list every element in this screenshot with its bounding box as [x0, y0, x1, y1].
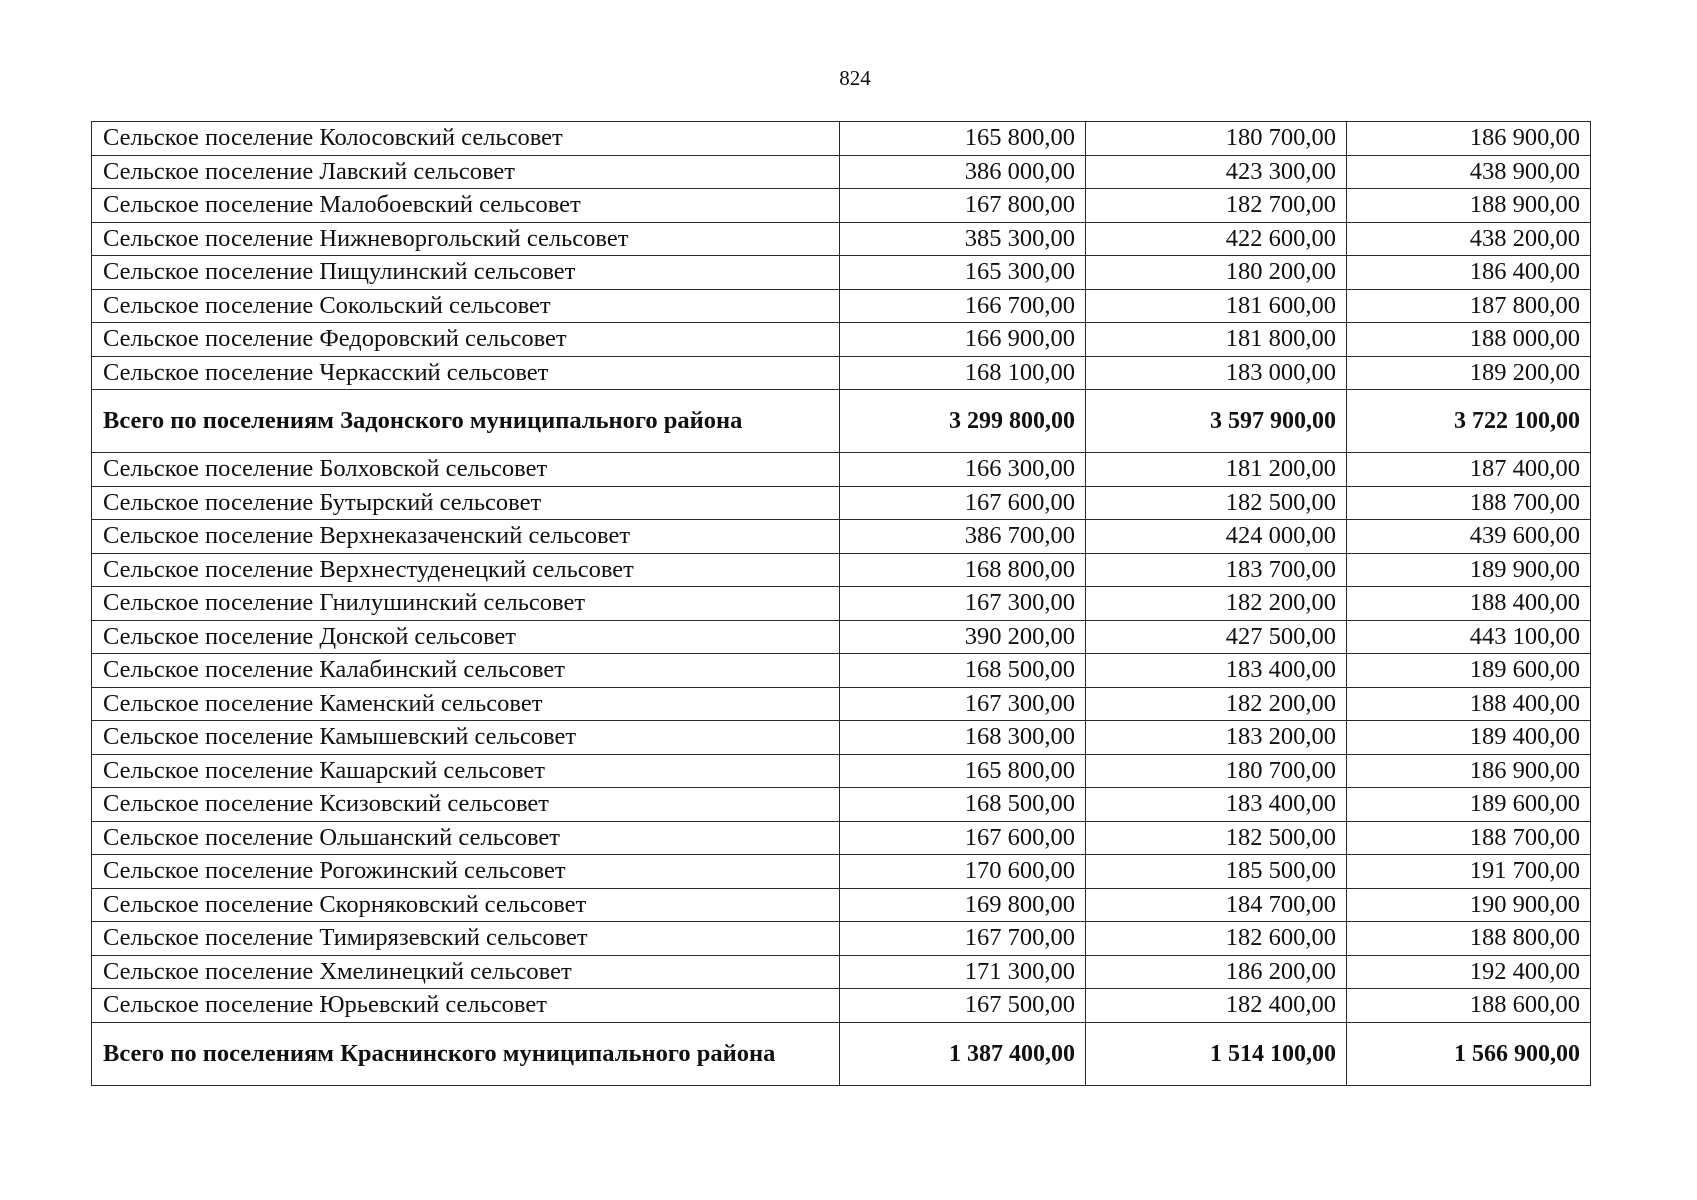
table-row — [92, 520, 1591, 554]
amount-col3-cell: 186 400,00 — [1347, 256, 1591, 290]
amount-col2-cell: 182 600,00 — [1086, 922, 1347, 956]
amount-col1-cell: 3 299 800,00 — [840, 390, 1086, 453]
amount-col3-cell: 439 600,00 — [1347, 520, 1591, 554]
table-row — [92, 888, 1591, 922]
table-row — [92, 553, 1591, 587]
settlement-name-cell: Сельское поселение Рогожинский сельсовет — [92, 855, 840, 889]
amount-col3-cell: 189 600,00 — [1347, 654, 1591, 688]
amount-col1-cell: 168 800,00 — [840, 553, 1086, 587]
table-row — [92, 989, 1591, 1023]
settlement-name-cell: Сельское поселение Верхнеказаченский сельсовет — [92, 520, 840, 554]
amount-col1-cell: 165 800,00 — [840, 122, 1086, 156]
settlement-name-cell: Сельское поселение Ольшанский сельсовет — [92, 821, 840, 855]
amount-col1-cell: 1 387 400,00 — [840, 1022, 1086, 1085]
table-row — [92, 654, 1591, 688]
table-row — [92, 788, 1591, 822]
amount-col3-cell: 187 400,00 — [1347, 453, 1591, 487]
settlement-name-cell: Сельское поселение Федоровский сельсовет — [92, 323, 840, 357]
budget-table — [91, 121, 1591, 1086]
amount-col1-cell: 386 700,00 — [840, 520, 1086, 554]
settlement-name-cell: Сельское поселение Лавский сельсовет — [92, 155, 840, 189]
amount-col2-cell: 182 200,00 — [1086, 687, 1347, 721]
amount-col1-cell: 167 600,00 — [840, 486, 1086, 520]
settlement-name-cell: Сельское поселение Хмелинецкий сельсовет — [92, 955, 840, 989]
settlement-name-cell: Сельское поселение Донской сельсовет — [92, 620, 840, 654]
amount-col1-cell: 167 700,00 — [840, 922, 1086, 956]
table-row — [92, 620, 1591, 654]
amount-col3-cell: 443 100,00 — [1347, 620, 1591, 654]
total-row — [92, 390, 1591, 453]
settlement-name-cell: Сельское поселение Ксизовский сельсовет — [92, 788, 840, 822]
amount-col2-cell: 181 800,00 — [1086, 323, 1347, 357]
amount-col2-cell: 184 700,00 — [1086, 888, 1347, 922]
amount-col2-cell: 183 200,00 — [1086, 721, 1347, 755]
settlement-name-cell: Сельское поселение Скорняковский сельсовет — [92, 888, 840, 922]
amount-col2-cell: 183 000,00 — [1086, 356, 1347, 390]
amount-col3-cell: 1 566 900,00 — [1347, 1022, 1591, 1085]
settlement-name-cell: Сельское поселение Каменский сельсовет — [92, 687, 840, 721]
amount-col2-cell: 3 597 900,00 — [1086, 390, 1347, 453]
amount-col2-cell: 1 514 100,00 — [1086, 1022, 1347, 1085]
amount-col2-cell: 182 500,00 — [1086, 821, 1347, 855]
table-row — [92, 356, 1591, 390]
settlement-name-cell: Сельское поселение Кашарский сельсовет — [92, 754, 840, 788]
amount-col2-cell: 182 700,00 — [1086, 189, 1347, 223]
settlement-name-cell: Сельское поселение Нижневоргольский сельсовет — [92, 222, 840, 256]
amount-col3-cell: 189 900,00 — [1347, 553, 1591, 587]
amount-col3-cell: 189 600,00 — [1347, 788, 1591, 822]
amount-col2-cell: 183 400,00 — [1086, 654, 1347, 688]
amount-col1-cell: 165 800,00 — [840, 754, 1086, 788]
table-row — [92, 821, 1591, 855]
amount-col1-cell: 166 900,00 — [840, 323, 1086, 357]
settlement-name-cell: Сельское поселение Верхнестуденецкий сельсовет — [92, 553, 840, 587]
settlement-name-cell: Сельское поселение Сокольский сельсовет — [92, 289, 840, 323]
settlement-name-cell: Сельское поселение Черкасский сельсовет — [92, 356, 840, 390]
amount-col1-cell: 386 000,00 — [840, 155, 1086, 189]
amount-col3-cell: 3 722 100,00 — [1347, 390, 1591, 453]
amount-col1-cell: 165 300,00 — [840, 256, 1086, 290]
amount-col2-cell: 180 700,00 — [1086, 122, 1347, 156]
table-row — [92, 486, 1591, 520]
table-row — [92, 587, 1591, 621]
amount-col1-cell: 167 300,00 — [840, 687, 1086, 721]
table-row — [92, 289, 1591, 323]
amount-col2-cell: 427 500,00 — [1086, 620, 1347, 654]
settlement-name-cell: Сельское поселение Юрьевский сельсовет — [92, 989, 840, 1023]
amount-col3-cell: 192 400,00 — [1347, 955, 1591, 989]
amount-col3-cell: 188 800,00 — [1347, 922, 1591, 956]
amount-col3-cell: 187 800,00 — [1347, 289, 1591, 323]
amount-col1-cell: 169 800,00 — [840, 888, 1086, 922]
total-row — [92, 1022, 1591, 1085]
amount-col3-cell: 188 700,00 — [1347, 486, 1591, 520]
amount-col1-cell: 168 300,00 — [840, 721, 1086, 755]
table-row — [92, 754, 1591, 788]
amount-col2-cell: 186 200,00 — [1086, 955, 1347, 989]
amount-col3-cell: 186 900,00 — [1347, 754, 1591, 788]
amount-col3-cell: 188 400,00 — [1347, 587, 1591, 621]
table-row — [92, 222, 1591, 256]
amount-col3-cell: 438 200,00 — [1347, 222, 1591, 256]
amount-col2-cell: 423 300,00 — [1086, 155, 1347, 189]
table-row — [92, 155, 1591, 189]
amount-col3-cell: 188 900,00 — [1347, 189, 1591, 223]
table-row — [92, 687, 1591, 721]
amount-col1-cell: 168 500,00 — [840, 788, 1086, 822]
amount-col2-cell: 181 200,00 — [1086, 453, 1347, 487]
amount-col2-cell: 183 400,00 — [1086, 788, 1347, 822]
amount-col1-cell: 167 300,00 — [840, 587, 1086, 621]
table-row — [92, 855, 1591, 889]
settlement-name-cell: Сельское поселение Тимирязевский сельсовет — [92, 922, 840, 956]
settlement-name-cell: Сельское поселение Калабинский сельсовет — [92, 654, 840, 688]
table-row — [92, 955, 1591, 989]
amount-col2-cell: 182 200,00 — [1086, 587, 1347, 621]
amount-col1-cell: 168 100,00 — [840, 356, 1086, 390]
amount-col1-cell: 390 200,00 — [840, 620, 1086, 654]
amount-col3-cell: 189 400,00 — [1347, 721, 1591, 755]
table-row — [92, 922, 1591, 956]
table-row — [92, 122, 1591, 156]
amount-col3-cell: 188 400,00 — [1347, 687, 1591, 721]
amount-col3-cell: 190 900,00 — [1347, 888, 1591, 922]
amount-col1-cell: 168 500,00 — [840, 654, 1086, 688]
table-row — [92, 323, 1591, 357]
amount-col3-cell: 188 000,00 — [1347, 323, 1591, 357]
amount-col2-cell: 422 600,00 — [1086, 222, 1347, 256]
amount-col2-cell: 180 700,00 — [1086, 754, 1347, 788]
table-row — [92, 453, 1591, 487]
settlement-name-cell: Сельское поселение Гнилушинский сельсовет — [92, 587, 840, 621]
amount-col2-cell: 182 500,00 — [1086, 486, 1347, 520]
amount-col3-cell: 438 900,00 — [1347, 155, 1591, 189]
settlement-name-cell: Сельское поселение Камышевский сельсовет — [92, 721, 840, 755]
settlement-name-cell: Всего по поселениям Краснинского муниципального района — [92, 1022, 840, 1085]
page-number: 824 — [839, 66, 871, 90]
amount-col3-cell: 189 200,00 — [1347, 356, 1591, 390]
amount-col3-cell: 191 700,00 — [1347, 855, 1591, 889]
table-body — [92, 122, 1591, 1086]
amount-col2-cell: 181 600,00 — [1086, 289, 1347, 323]
amount-col2-cell: 183 700,00 — [1086, 553, 1347, 587]
amount-col1-cell: 171 300,00 — [840, 955, 1086, 989]
amount-col3-cell: 186 900,00 — [1347, 122, 1591, 156]
amount-col2-cell: 182 400,00 — [1086, 989, 1347, 1023]
amount-col2-cell: 180 200,00 — [1086, 256, 1347, 290]
settlement-name-cell: Всего по поселениям Задонского муниципального района — [92, 390, 840, 453]
settlement-name-cell: Сельское поселение Колосовский сельсовет — [92, 122, 840, 156]
amount-col1-cell: 170 600,00 — [840, 855, 1086, 889]
amount-col1-cell: 385 300,00 — [840, 222, 1086, 256]
amount-col1-cell: 166 700,00 — [840, 289, 1086, 323]
table-row — [92, 256, 1591, 290]
amount-col1-cell: 167 800,00 — [840, 189, 1086, 223]
settlement-name-cell: Сельское поселение Бутырский сельсовет — [92, 486, 840, 520]
amount-col2-cell: 185 500,00 — [1086, 855, 1347, 889]
amount-col3-cell: 188 700,00 — [1347, 821, 1591, 855]
amount-col1-cell: 166 300,00 — [840, 453, 1086, 487]
amount-col2-cell: 424 000,00 — [1086, 520, 1347, 554]
settlement-name-cell: Сельское поселение Малобоевский сельсовет — [92, 189, 840, 223]
table-row — [92, 721, 1591, 755]
table-row — [92, 189, 1591, 223]
amount-col1-cell: 167 600,00 — [840, 821, 1086, 855]
settlement-name-cell: Сельское поселение Болховской сельсовет — [92, 453, 840, 487]
amount-col3-cell: 188 600,00 — [1347, 989, 1591, 1023]
settlement-name-cell: Сельское поселение Пищулинский сельсовет — [92, 256, 840, 290]
amount-col1-cell: 167 500,00 — [840, 989, 1086, 1023]
